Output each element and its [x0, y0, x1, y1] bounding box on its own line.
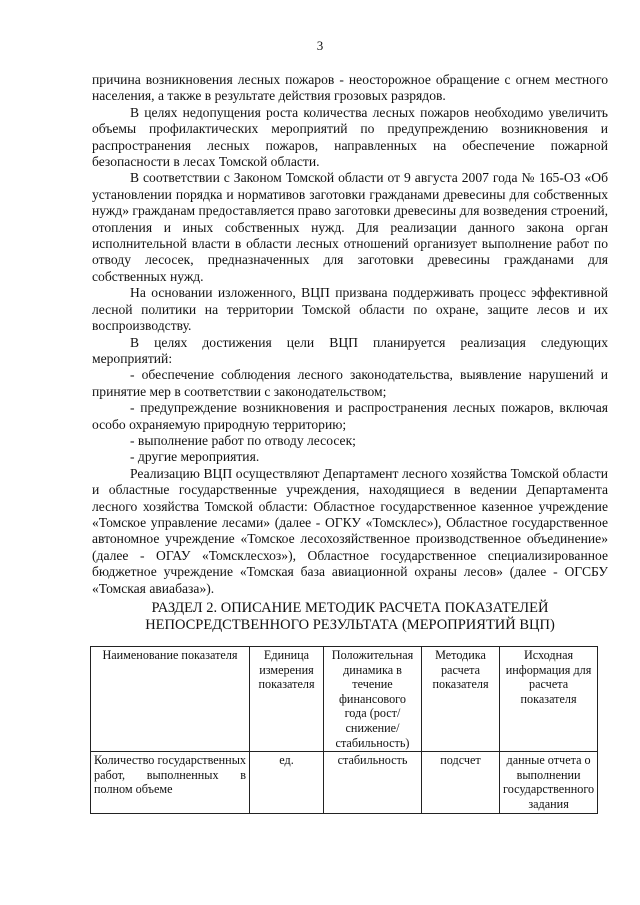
column-header-unit: Единица измерения показателя: [250, 647, 324, 752]
list-item: - обеспечение соблюдения лесного законодательства, выявление нарушений и принятие мер в соответствии с законодательством;: [92, 367, 608, 399]
paragraph: В соответствии с Законом Томской области от 9 августа 2007 года № 165-ОЗ «Об установлении порядка и нормативов заготовки гражданами древесины для собственных нужд» гражданам предоставляется право заготовки древесины для возведения строений, отопления и иных собственных нужд. Для реализации данного закона орган исполнительной власти в области лесных отношений организует выполнение работ по отводу лесосек, предназначенных для заготовки древесины гражданами для собственных нужд.: [92, 170, 608, 284]
cell-indicator-name: Количество государственных работ, выполненных в полном объеме: [91, 752, 250, 813]
body-text: [92, 72, 608, 597]
cell-dynamics: стабильность: [324, 752, 422, 813]
section-heading: [92, 600, 608, 634]
column-header-dynamics: Положительная динамика в течение финансового года (рост/ снижение/стабильность): [324, 647, 422, 752]
section-heading-line: РАЗДЕЛ 2. ОПИСАНИЕ МЕТОДИК РАСЧЕТА ПОКАЗАТЕЛЕЙ: [151, 600, 549, 616]
indicators-table: [90, 646, 598, 814]
section-heading-line: НЕПОСРЕДСТВЕННОГО РЕЗУЛЬТАТА (МЕРОПРИЯТИЙ ВЦП): [145, 617, 555, 633]
paragraph: В целях достижения цели ВЦП планируется реализация следующих мероприятий:: [92, 334, 608, 366]
cell-unit: ед.: [250, 752, 324, 813]
paragraph: В целях недопущения роста количества лесных пожаров необходимо увеличить объемы профилактических мероприятий по предупреждению возникновения и распространения лесных пожаров, направленных на обеспечение пожарной безопасности в лесах Томской области.: [92, 104, 608, 170]
cell-method: подсчет: [422, 752, 500, 813]
column-header-name: Наименование показателя: [91, 647, 250, 752]
list-item: - другие мероприятия.: [130, 449, 260, 465]
list-item: - предупреждение возникновения и распространения лесных пожаров, включая особо охраняемую природную территорию;: [92, 400, 608, 432]
column-header-source: Исходная информация для расчета показателя: [500, 647, 598, 752]
paragraph: причина возникновения лесных пожаров - неосторожное обращение с огнем местного населения, а также в результате действия грозовых разрядов.: [92, 72, 608, 104]
table-row: [91, 752, 598, 813]
page-number: 3: [316, 38, 324, 53]
list-item: - выполнение работ по отводу лесосек;: [130, 432, 356, 448]
paragraph: На основании изложенного, ВЦП призвана поддерживать процесс эффективной лесной политики на территории Томской области по охране, защите лесов и их воспроизводству.: [92, 285, 608, 334]
cell-source: данные отчета о выполнении государственного задания: [500, 752, 598, 813]
paragraph: Реализацию ВЦП осуществляют Департамент лесного хозяйства Томской области и областные государственные учреждения, находящиеся в ведении Департамента лесного хозяйства Томской области: Областное государственное казенное учреждение «Томское управление лесами» (далее - ОГКУ «Томсклес»), Областное государственное автономное учреждение «Томское лесохозяйственное производственное объединение» (далее - ОГАУ «Томсклесхоз»), Областное государственное специализированное бюджетное учреждение «Томская база авиационной охраны лесов» (далее - ОГСБУ «Томская авиабаза»).: [92, 465, 608, 596]
column-header-method: Методика расчета показателя: [422, 647, 500, 752]
table-header-row: [91, 647, 598, 752]
